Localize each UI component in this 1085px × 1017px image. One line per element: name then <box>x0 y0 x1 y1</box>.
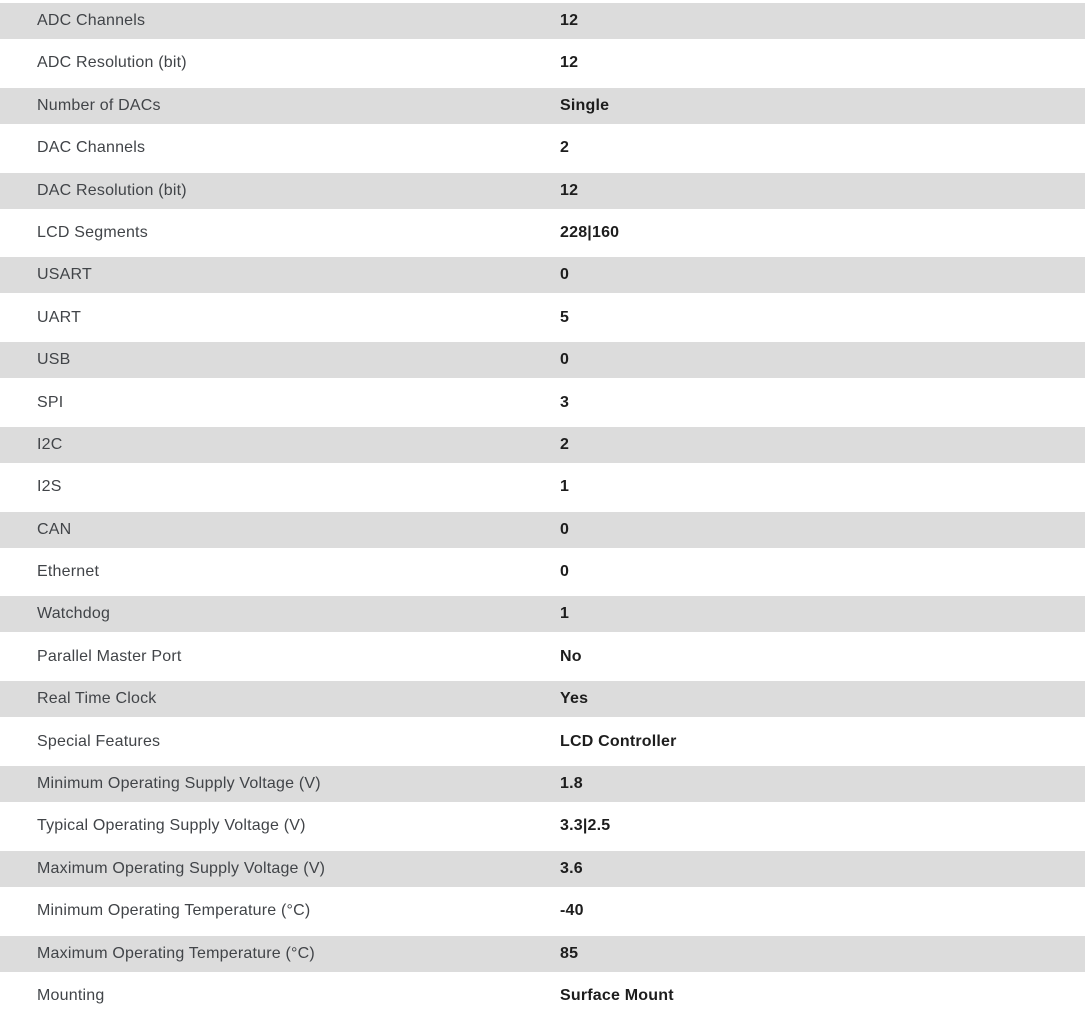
spec-value: 12 <box>560 12 579 29</box>
spec-value: 0 <box>560 520 570 538</box>
spec-value: 228|160 <box>560 223 620 241</box>
spec-label: Minimum Operating Temperature (°C) <box>37 902 311 920</box>
spec-row <box>0 512 1085 548</box>
spec-label: USB <box>37 351 71 369</box>
spec-value: 12 <box>560 181 579 199</box>
spec-row <box>0 257 1085 293</box>
spec-label: I2C <box>37 435 63 453</box>
spec-row <box>0 554 1085 590</box>
spec-value: 0 <box>560 266 570 284</box>
spec-label: CAN <box>37 520 72 538</box>
spec-value: 1 <box>560 605 570 623</box>
spec-row <box>0 427 1085 463</box>
spec-row <box>0 342 1085 378</box>
spec-value: 12 <box>560 54 579 72</box>
spec-row <box>0 681 1085 717</box>
spec-label: Number of DACs <box>37 96 161 114</box>
spec-row <box>0 469 1085 505</box>
spec-row <box>0 173 1085 209</box>
spec-label: Minimum Operating Supply Voltage (V) <box>37 775 321 793</box>
spec-label: Mounting <box>37 986 105 1004</box>
spec-label: UART <box>37 308 82 326</box>
spec-label: Special Features <box>37 732 161 750</box>
spec-row <box>0 385 1085 421</box>
spec-value: 2 <box>560 139 570 157</box>
spec-label: Real Time Clock <box>37 690 157 708</box>
spec-value: 1 <box>560 478 570 496</box>
spec-label: SPI <box>37 393 64 411</box>
spec-label: ADC Resolution (bit) <box>37 54 187 72</box>
spec-value: 0 <box>560 563 570 581</box>
spec-label: ADC Channels <box>37 12 146 29</box>
spec-row <box>0 851 1085 887</box>
spec-value: 3 <box>560 393 570 411</box>
spec-row <box>0 639 1085 675</box>
spec-row <box>0 893 1085 929</box>
spec-label: Maximum Operating Supply Voltage (V) <box>37 859 326 877</box>
spec-row <box>0 88 1085 124</box>
spec-value: Yes <box>560 690 589 708</box>
spec-label: DAC Channels <box>37 139 146 157</box>
spec-row <box>0 724 1085 760</box>
spec-value: Single <box>560 96 610 114</box>
spec-label: I2S <box>37 478 62 496</box>
spec-label: Watchdog <box>37 605 111 623</box>
spec-row <box>0 130 1085 166</box>
spec-label: Maximum Operating Temperature (°C) <box>37 944 315 962</box>
spec-value: 2 <box>560 435 570 453</box>
spec-row <box>0 766 1085 802</box>
spec-label: Parallel Master Port <box>37 647 182 665</box>
spec-value: 0 <box>560 351 570 369</box>
spec-label: DAC Resolution (bit) <box>37 181 187 199</box>
spec-value: Surface Mount <box>560 986 674 1004</box>
spec-value: 3.3|2.5 <box>560 817 611 835</box>
spec-row <box>0 808 1085 844</box>
spec-label: Typical Operating Supply Voltage (V) <box>37 817 306 835</box>
spec-row <box>0 978 1085 1014</box>
spec-label: Ethernet <box>37 563 100 581</box>
spec-row <box>0 300 1085 336</box>
spec-value: 5 <box>560 308 570 326</box>
spec-row <box>0 215 1085 251</box>
spec-row <box>0 596 1085 632</box>
spec-label: LCD Segments <box>37 223 148 241</box>
spec-label: USART <box>37 266 92 284</box>
spec-value: 85 <box>560 944 579 962</box>
spec-value: -40 <box>560 902 584 920</box>
spec-value: No <box>560 647 582 665</box>
spec-row <box>0 936 1085 972</box>
spec-value: 1.8 <box>560 775 583 793</box>
spec-value: 3.6 <box>560 859 583 877</box>
spec-value: LCD Controller <box>560 732 677 750</box>
spec-row <box>0 45 1085 81</box>
spec-row <box>0 3 1085 39</box>
